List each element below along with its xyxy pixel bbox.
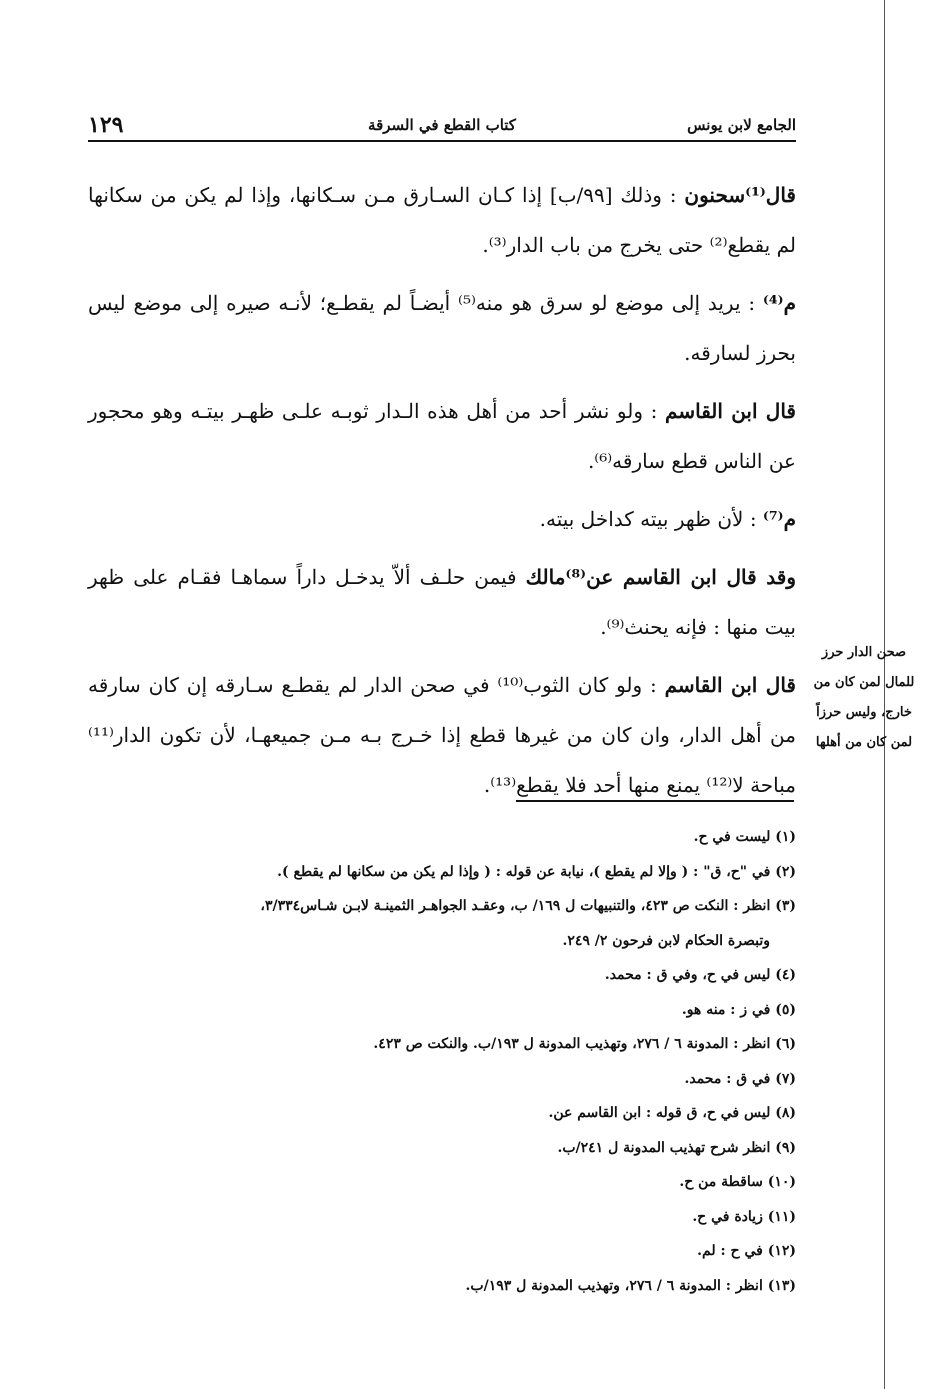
footnote: (٢) في "ح، ق" : ( وإلا لم يقطع )، نيابة عن قوله : ( وإذا لم يكن من سكانها لم يقطع ). xyxy=(277,863,796,880)
paragraph xyxy=(88,386,796,486)
book-title: الجامع لابن يونس xyxy=(687,116,796,134)
footnote: (٣) انظر : النكت ص ٤٢٣، والتنبيهات ل ١٦٩/ ب، وعقـد الجواهـر الثمينـة لابـن شـاس٣/٣٣٤، xyxy=(260,898,796,914)
paragraph-speaker: وقد قال ابن القاسم عن⁽⁸⁾مالك xyxy=(525,565,797,589)
paragraph xyxy=(88,552,796,652)
paragraph-text: : وذلك [٩٩/ب] إذا كـان السـارق مـن سـكانها، وإذا لم يكن من سكانها لم يقطع⁽²⁾ حتى يخرج من باب الدار⁽³⁾. xyxy=(88,183,796,257)
footnote: (١٠) ساقطة من ح. xyxy=(679,1174,796,1190)
footnote: (١٢) في ح : لم. xyxy=(697,1243,796,1259)
paragraph xyxy=(88,494,796,544)
page-number: ١٢٩ xyxy=(88,112,124,138)
footnotes xyxy=(88,820,796,1303)
paragraph-text: : لأن ظهر بيته كداخل بيته. xyxy=(539,507,757,531)
footnote: (١٣) انظر : المدونة ٦ / ٢٧٦، وتهذيب المدونة ل ١٩٣/ب. xyxy=(465,1277,796,1294)
footnote: (٦) انظر : المدونة ٦ / ٢٧٦، وتهذيب المدونة ل ١٩٣/ب. والنكت ص ٤٢٣. xyxy=(373,1036,796,1052)
footnote: (١١) زيادة في ح. xyxy=(692,1208,796,1225)
margin-note-line: خارج، وليس حرزاً xyxy=(816,705,912,720)
footnote: (١) ليست في ح. xyxy=(693,829,796,845)
footnote-continuation: وتبصرة الحكام لابن فرحون ٢/ ٢٤٩. xyxy=(562,932,770,949)
paragraph-text: فيمن حلـف ألاّ يدخـل داراً سماهـا فقـام على ظهر بيت منها : فإنه يحنث⁽⁹⁾. xyxy=(88,565,796,639)
paragraph xyxy=(88,278,796,378)
footnote: (٨) ليس في ح، ق قوله : ابن القاسم عن. xyxy=(548,1105,796,1121)
margin-note-line: للمال لمن كان من xyxy=(813,675,915,690)
footnote: (٥) في ز : منه هو. xyxy=(681,1001,796,1018)
paragraph-speaker: قال⁽¹⁾سحنون xyxy=(684,183,796,207)
paragraph-speaker: قال ابن القاسم xyxy=(665,399,796,423)
margin-note-line: لمن كان من أهلها xyxy=(815,735,913,750)
paragraph-text: : يريد إلى موضع لو سرق هو منه⁽⁵⁾ أيضـاً لم يقطـع؛ لأنـه صيره إلى موضع ليس بحرز لسارقه. xyxy=(88,291,796,365)
paragraph-speaker: م⁽⁷⁾ xyxy=(762,507,796,531)
paragraph-speaker: قال ابن القاسم xyxy=(664,673,796,697)
header-rule xyxy=(88,140,796,142)
margin-note-line: صحن الدار حرز xyxy=(821,645,907,660)
margin-note xyxy=(808,638,920,758)
footnote: (٤) ليس في ح، وفي ق : محمد. xyxy=(604,967,796,983)
main-text xyxy=(88,170,796,818)
paragraph xyxy=(88,660,796,810)
chapter-title: كتاب القطع في السرقة xyxy=(368,116,516,134)
footnote-separator xyxy=(516,800,794,802)
paragraph-text: : ولو كان الثوب⁽¹⁰⁾ في صحن الدار لم يقطـع سـارقه إن كان سارقه من أهل الدار، وان كان من غيرها قطع إذا خـرج بـه مـن جميعهـا، لأن تكون الدار⁽¹¹⁾ مباحة لا⁽¹²⁾ يمنع منها أحد فلا يقطع⁽¹³⁾. xyxy=(88,673,796,797)
paragraph xyxy=(88,170,796,270)
running-header xyxy=(88,112,796,140)
footnote: (٩) انظر شرح تهذيب المدونة ل ٢٤١/ب. xyxy=(557,1139,796,1156)
paragraph-speaker: م⁽⁴⁾ xyxy=(762,291,796,315)
paragraph-text: : ولو نشر أحد من أهل هذه الـدار ثوبـه علـى ظهـر بيتـه وهو محجور عن الناس قطع سارقه⁽⁶⁾. xyxy=(88,399,796,473)
footnote: (٧) في ق : محمد. xyxy=(684,1070,796,1087)
